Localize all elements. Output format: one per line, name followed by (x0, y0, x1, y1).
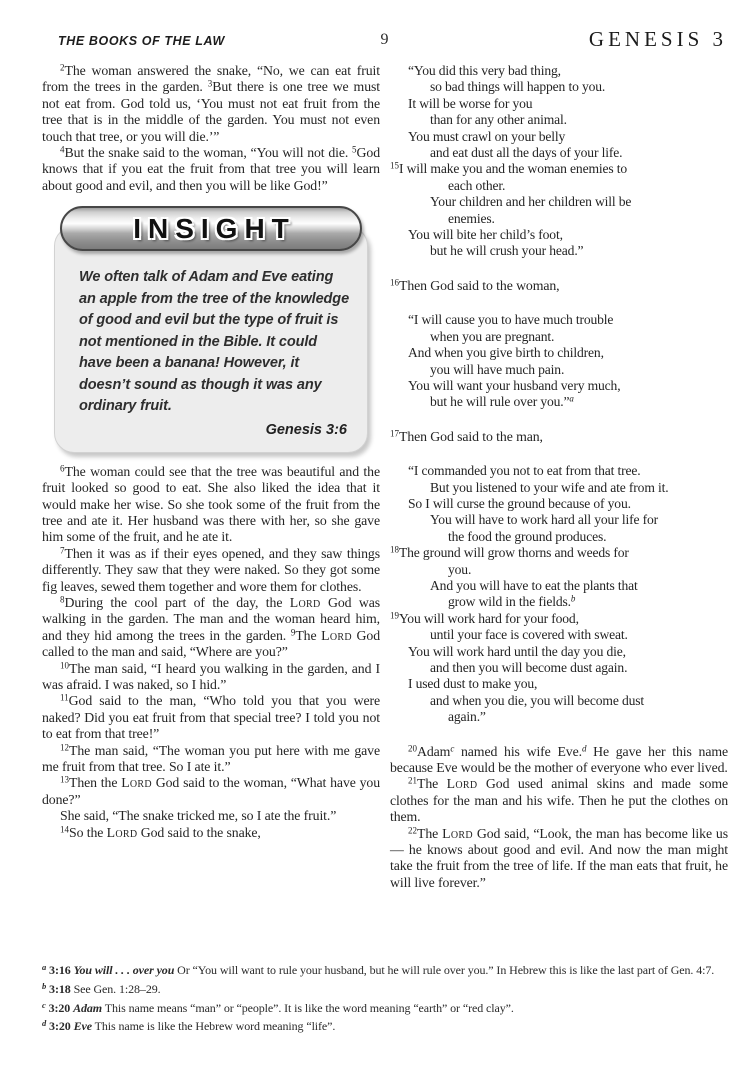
poetry-line: than for any other animal. (430, 112, 567, 128)
verse-paragraph: $^{10}$The man said, “I heard you walking in the garden, and I was afraid. I was naked, so I hid.” (42, 660, 380, 693)
poetry-line: “You did this very bad thing, (408, 63, 561, 78)
verse-number: 12 (60, 742, 69, 753)
verse-number: 7 (60, 545, 65, 556)
poetry-line: the food the ground produces. (448, 528, 607, 544)
footnote-letter: d (42, 1018, 47, 1029)
poetry-line: so bad things will happen to you. (430, 79, 606, 95)
divine-name: Lord (321, 627, 352, 643)
verse-number: 6 (60, 463, 65, 474)
poetry-line: “I commanded you not to eat from that tree. (408, 463, 641, 479)
footnotes (42, 960, 729, 1035)
verse-number: 14 (60, 824, 69, 835)
text-span: Adam (73, 1000, 103, 1015)
verse-paragraph: $^2$The woman answered the snake, “No, we can eat fruit from the trees in the garden. $^3$But there is one tree we must not eat from. God told us, ‘You must not eat fruit from the tree that is in the middle of the garden. You must not even touch that tree, or you will die.’” (42, 62, 380, 144)
verse-paragraph: $^{11}$God said to the man, “Who told you that you were naked? Did you eat fruit from that special tree? I told you not to eat from that tree!” (42, 692, 380, 742)
verse-paragraph: $^4$But the snake said to the woman, “You will not die. $^5$God knows that if you eat the fruit from that tree you will learn about good and evil, and then you will be like God!” (42, 144, 380, 193)
verse-number: 21 (408, 775, 417, 786)
poetry-stanza (390, 312, 728, 410)
poetry-line: You will bite her child’s foot, (408, 227, 563, 243)
poetry-line: I used dust to make you, (408, 676, 538, 692)
verse-paragraph: She said, “The snake tricked me, so I ate the fruit.” (60, 808, 337, 824)
left-column (42, 63, 380, 891)
verse-number: 15 (390, 160, 399, 171)
poetry-line: again.” (448, 709, 486, 725)
verse-number: 8 (60, 594, 65, 605)
verse-number: 22 (408, 825, 417, 836)
verse-paragraph: $^{22}$The Lord God said, “Look, the man has become like us — he knows about good and evil. And now the man might take the fruit from the tree of life. If the man eats that fruit, he will live forever.” (390, 825, 729, 890)
poetry-line: and then you will become dust again. (430, 660, 628, 675)
poetry-line: when you are pregnant. (430, 328, 555, 344)
poetry-line: So I will curse the ground because of you. (408, 495, 631, 511)
footnote-reference: c (450, 743, 455, 754)
text-span: 3:16 (46, 963, 74, 977)
verse-number: 13 (60, 774, 69, 785)
verse-number: 3 (207, 78, 213, 89)
poetry-line: You will work hard until the day you die, (408, 643, 626, 659)
verse-number: 4 (60, 144, 65, 155)
poetry-line: you will have much pain. (430, 361, 565, 377)
poetry-line: until your face is covered with sweat. (430, 627, 628, 643)
poetry-stanza (390, 463, 728, 726)
divine-name: Lord (106, 824, 138, 840)
footnote-letter: a (42, 962, 47, 972)
verse-number: 9 (290, 627, 296, 638)
poetry-line: but he will rule over you.”$^a$ (430, 393, 574, 410)
poetry-line: You will want your husband very much, (408, 377, 621, 393)
poetry-line: you. (448, 561, 472, 577)
insight-text: We often talk of Adam and Eve eating an apple from the tree of the knowledge of good and evil but the type of fruit is not mentioned in the Bible. It could have been a banana! However, it doesn’t sound as though it was any ordinary fruit. (79, 269, 350, 415)
divine-name: Lord (289, 595, 321, 610)
verse-paragraph: $^6$The woman could see that the tree was beautiful and the fruit looked so good to eat. She also liked the idea that it would make her wise. So she took some of the fruit from the tree and ate it. Her husband was there with her, so she gave him some of the fruit, and he ate it. (42, 463, 380, 545)
running-head-left: THE BOOKS OF THE LAW (58, 34, 225, 48)
speech-intro: $^{17}$Then God said to the man, (390, 428, 543, 444)
text-span: 3:20 (46, 1019, 74, 1034)
footnote-reference: d (581, 743, 587, 754)
poetry-line: It will be worse for you (408, 95, 533, 111)
poetry-line: But you listened to your wife and ate from it. (430, 479, 669, 495)
verse-paragraph: $^{21}$The Lord God used animal skins and made some clothes for the man and his wife. Then he put the clothes on them. (390, 775, 728, 825)
poetry-line: each other. (448, 177, 506, 193)
poetry-line: grow wild in the fields.$^b$ (448, 593, 576, 610)
text-span: 3:18 (46, 981, 74, 996)
poetry-line: $^{18}$The ground will grow thorns and weeds for (390, 544, 629, 561)
verse-paragraph: $^7$Then it was as if their eyes opened, and they saw things differently. They saw that they were naked. So they got some fig leaves, sewed them together and wore them for clothes. (42, 545, 380, 594)
footnote-reference: a (569, 393, 574, 404)
verse-number: 11 (60, 692, 69, 703)
text-columns (42, 63, 727, 891)
verses-before-insight (42, 63, 380, 194)
footnote-letter: b (42, 980, 47, 991)
verse-paragraph: $^{13}$Then the Lord God said to the woman, “What have you done?” (42, 774, 380, 807)
footnote: $^a$ 3:16 You will . . . over you Or “You will want to rule your husband, but he will rule over you.” In Hebrew this is like the last part of Gen. 4:7. (42, 962, 715, 977)
verse-paragraph: $^{20}$Adam$^c$ named his wife Eve.$^d$ He gave her this name because Eve would be the mother of everyone who ever lived. (390, 743, 728, 776)
footnote: $^b$ 3:18 See Gen. 1:28–29. (42, 980, 161, 996)
verse-number: 20 (408, 743, 417, 754)
poetry-line: $^{19}$You will work hard for your food, (390, 610, 579, 626)
divine-name: Lord (442, 825, 473, 841)
insight-title-pill (60, 206, 362, 251)
verse-paragraph: $^{12}$The man said, “The woman you put here with me gave me fruit from that tree. So I ate it.” (42, 742, 380, 775)
divine-name: Lord (121, 775, 152, 791)
poetry-line: but he will crush your head.” (430, 243, 584, 259)
poetry-line: And when you give birth to children, (408, 345, 604, 361)
verse-number: 18 (390, 544, 399, 555)
right-column (390, 63, 728, 891)
poetry-line: You must crawl on your belly (408, 128, 566, 144)
running-head-right: GENESIS 3 (588, 27, 727, 51)
page-number: 9 (380, 31, 389, 48)
insight-box (54, 206, 368, 453)
verse-paragraph: $^{14}$So the Lord God said to the snake, (60, 824, 261, 840)
footnote-reference: b (570, 593, 576, 604)
footnote: $^c$ 3:20 Adam This name means “man” or “people”. It is like the word meaning “earth” or “red clay”. (42, 999, 514, 1015)
insight-body (54, 226, 368, 453)
verse-number: 19 (390, 610, 399, 621)
poetry-stanza (390, 63, 728, 260)
poetry-line: You will have to work hard all your life for (430, 512, 658, 528)
poetry-line: Your children and her children will be (430, 194, 632, 210)
page-header (42, 27, 727, 56)
divine-name: Lord (446, 776, 478, 792)
insight-reference: Genesis 3:6 (265, 421, 347, 438)
verse-paragraph: $^8$During the cool part of the day, the Lord God was walking in the garden. The man and the woman heard him, and they hid among the trees in the garden. $^9$The Lord God called to the man and said, “Where are you?” (42, 594, 381, 660)
verse-number: 16 (390, 277, 399, 288)
poetry-line: And you will have to eat the plants that (430, 577, 638, 593)
footnote: $^d$ 3:20 Eve This name is like the Hebrew word meaning “life”. (42, 1018, 336, 1034)
poetry-line: “I will cause you to have much trouble (408, 312, 614, 328)
verses-after-insight (42, 464, 380, 841)
speech-intro: $^{16}$Then God said to the woman, (390, 277, 560, 293)
poetry-line: enemies. (448, 210, 495, 226)
text-span: Eve (73, 1019, 92, 1034)
verse-number: 10 (60, 660, 69, 671)
verse-number: 17 (390, 428, 399, 439)
text-span: 3:20 (45, 1000, 74, 1015)
poetry-line: and eat dust all the days of your life. (430, 145, 623, 161)
verse-number: 5 (352, 144, 357, 155)
poetry-line: $^{15}$I will make you and the woman enemies to (390, 160, 628, 177)
text-span: You will . . . over you (73, 963, 175, 977)
verse-number: 2 (60, 62, 65, 73)
footnote-letter: c (42, 999, 46, 1010)
insight-title: INSIGHT (133, 212, 296, 244)
poetry-line: and when you die, you will become dust (430, 692, 645, 708)
